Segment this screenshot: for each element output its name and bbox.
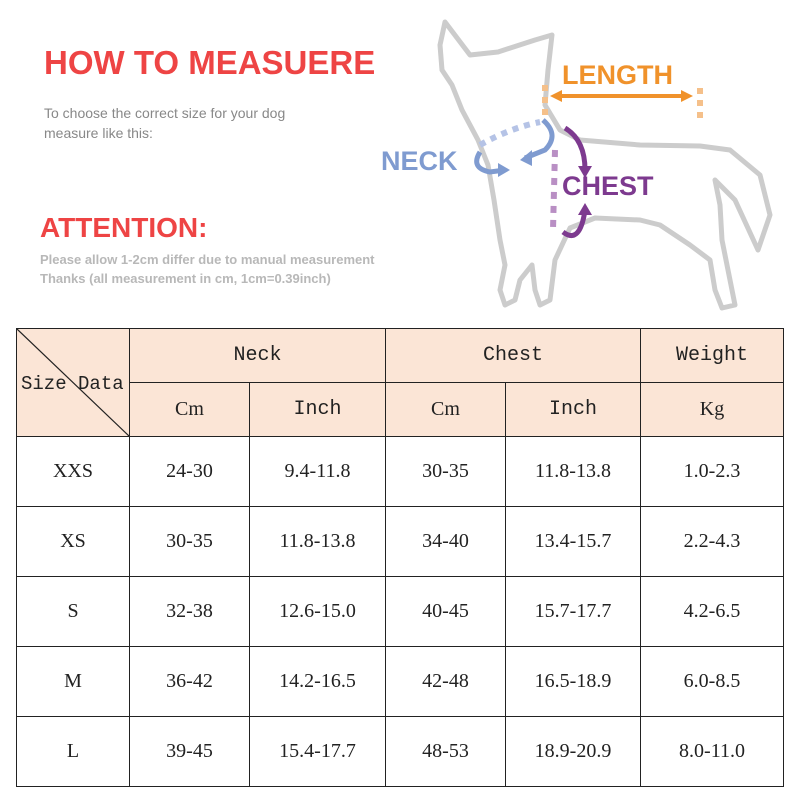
neck-label: NECK xyxy=(381,146,458,176)
length-label: LENGTH xyxy=(562,60,673,90)
weight-kg-cell: 6.0-8.5 xyxy=(641,647,784,717)
neck-cm-cell: 32-38 xyxy=(130,577,250,647)
attention-title: ATTENTION: xyxy=(40,212,208,243)
neck-cm-cell: 24-30 xyxy=(130,437,250,507)
table-row xyxy=(17,437,784,507)
neck-inch-cell: 11.8-13.8 xyxy=(250,507,386,577)
page-title: HOW TO MEASUERE xyxy=(44,44,376,81)
unit-header: Inch xyxy=(506,383,641,437)
unit-header: Inch xyxy=(250,383,386,437)
table-row xyxy=(17,577,784,647)
neck-inch-cell: 12.6-15.0 xyxy=(250,577,386,647)
instructions-line-2: measure like this: xyxy=(44,125,153,141)
size-cell: M xyxy=(17,647,130,717)
attention-note xyxy=(40,250,400,288)
chest-inch-cell: 13.4-15.7 xyxy=(506,507,641,577)
chest-inch-cell: 16.5-18.9 xyxy=(506,647,641,717)
chest-inch-cell: 15.7-17.7 xyxy=(506,577,641,647)
header-row-units xyxy=(17,383,784,437)
chest-inch-cell: 18.9-20.9 xyxy=(506,717,641,787)
size-cell: XS xyxy=(17,507,130,577)
dog-measurement-diagram xyxy=(380,10,800,320)
header-row-groups xyxy=(17,329,784,383)
unit-header: Kg xyxy=(641,383,784,437)
attention-line-1: Please allow 1-2cm differ due to manual measurement xyxy=(40,252,375,267)
chest-cm-cell: 42-48 xyxy=(386,647,506,717)
neck-inch-cell: 15.4-17.7 xyxy=(250,717,386,787)
weight-kg-cell: 2.2-4.3 xyxy=(641,507,784,577)
neck-inch-cell: 14.2-16.5 xyxy=(250,647,386,717)
weight-kg-cell: 1.0-2.3 xyxy=(641,437,784,507)
table-row xyxy=(17,647,784,717)
table-row xyxy=(17,507,784,577)
chest-cm-cell: 30-35 xyxy=(386,437,506,507)
corner-cell xyxy=(17,329,130,437)
neck-cm-cell: 39-45 xyxy=(130,717,250,787)
size-cell: XXS xyxy=(17,437,130,507)
weight-kg-cell: 4.2-6.5 xyxy=(641,577,784,647)
unit-header: Cm xyxy=(130,383,250,437)
weight-kg-cell: 8.0-11.0 xyxy=(641,717,784,787)
instructions-line-1: To choose the correct size for your dog xyxy=(44,105,286,121)
chest-cm-cell: 40-45 xyxy=(386,577,506,647)
group-header-neck: Neck xyxy=(130,329,386,383)
neck-cm-cell: 36-42 xyxy=(130,647,250,717)
chest-cm-cell: 34-40 xyxy=(386,507,506,577)
chest-inch-cell: 11.8-13.8 xyxy=(506,437,641,507)
group-header-chest: Chest xyxy=(386,329,641,383)
corner-label: Size Data xyxy=(21,373,124,395)
unit-header: Cm xyxy=(386,383,506,437)
group-header-weight: Weight xyxy=(641,329,784,383)
size-cell: S xyxy=(17,577,130,647)
size-chart-table xyxy=(16,328,784,787)
neck-cm-cell: 30-35 xyxy=(130,507,250,577)
chest-label: CHEST xyxy=(562,171,654,201)
instructions xyxy=(44,103,344,143)
table-row xyxy=(17,717,784,787)
size-cell: L xyxy=(17,717,130,787)
chest-cm-cell: 48-53 xyxy=(386,717,506,787)
attention-line-2: Thanks (all measurement in cm, 1cm=0.39inch) xyxy=(40,271,331,286)
neck-inch-cell: 9.4-11.8 xyxy=(250,437,386,507)
